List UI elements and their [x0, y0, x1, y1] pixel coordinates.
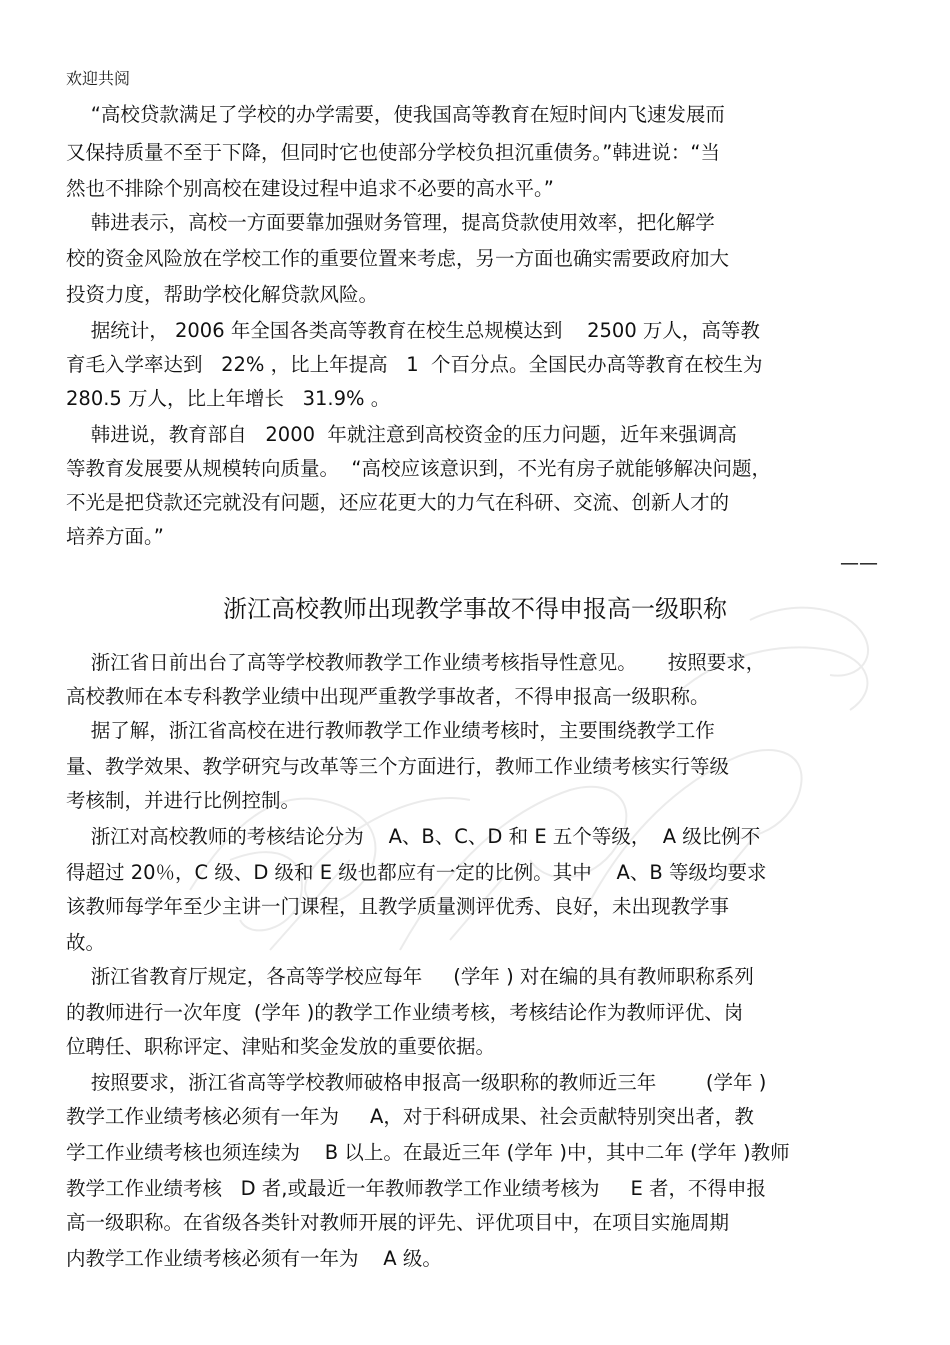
article-title: 浙江高校教师出现教学事故不得申报高一级职称	[223, 595, 727, 623]
article1-line: 等教育发展要从规模转向质量。 “高校应该意识到，不光有房子就能够解决问题，	[66, 457, 771, 480]
article1-line: “高校贷款满足了学校的办学需要，使我国高等教育在短时间内飞速发展而	[66, 103, 725, 126]
article1-line: 校的资金风险放在学校工作的重要位置来考虑，另一方面也确实需要政府加大	[66, 247, 730, 270]
separator-dash: ——	[840, 552, 878, 574]
article2-line: 的教师进行一次年度 (学年 )的教学工作业绩考核，考核结论作为教师评优、岗	[66, 1001, 744, 1024]
article2-line: 浙江对高校教师的考核结论分为 A、B、C、D 和 E 五个等级， A 级比例不	[66, 825, 761, 848]
article2-line: 故。	[66, 931, 106, 954]
article1-line: 不光是把贷款还完就没有问题，还应花更大的力气在科研、交流、创新人才的	[66, 491, 730, 514]
article2-line: 内教学工作业绩考核必须有一年为 A 级。	[66, 1247, 442, 1270]
article1-line: 投资力度，帮助学校化解贷款风险。	[66, 283, 379, 306]
article2-line: 浙江省日前出台了高等学校教师教学工作业绩考核指导性意见。 按照要求，	[66, 651, 766, 674]
article1-line: 据统计， 2006 年全国各类高等教育在校生总规模达到 2500 万人，高等教	[66, 319, 760, 342]
article1-line: 韩进表示，高校一方面要靠加强财务管理，提高贷款使用效率，把化解学	[66, 211, 715, 234]
article2-line: 位聘任、职称评定、津贴和奖金发放的重要依据。	[66, 1035, 496, 1058]
article2-line: 学工作业绩考核也须连续为 B 以上。在最近三年 (学年 )中，其中二年 (学年 )教师	[66, 1141, 790, 1164]
article2-line: 该教师每学年至少主讲一门课程，且教学质量测评优秀、良好，未出现教学事	[66, 895, 730, 918]
article2-line: 按照要求，浙江省高等学校教师破格申报高一级职称的教师近三年 (学年 )	[66, 1071, 767, 1094]
article1-line: 280.5 万人，比上年增长 31.9% 。	[66, 387, 391, 410]
article2-line: 考核制，并进行比例控制。	[66, 789, 301, 812]
header-label: 欢迎共阅	[66, 69, 131, 88]
article2-line: 教学工作业绩考核必须有一年为 A，对于科研成果、社会贡献特别突出者，教	[66, 1105, 754, 1128]
article2-line: 高校教师在本专科教学业绩中出现严重教学事故者，不得申报高一级职称。	[66, 685, 710, 708]
article2-line: 高一级职称。在省级各类针对教师开展的评先、评优项目中，在项目实施周期	[66, 1211, 730, 1234]
article1-line: 育毛入学率达到 22% ，比上年提高 1 个百分点。全国民办高等教育在校生为	[66, 353, 763, 376]
article2-line: 教学工作业绩考核 D 者,或最近一年教师教学工作业绩考核为 E 者，不得申报	[66, 1177, 767, 1200]
article2-line: 得超过 20％，C 级、D 级和 E 级也都应有一定的比例。其中 A、B 等级均要求	[66, 861, 767, 884]
article2-line: 据了解，浙江省高校在进行教师教学工作业绩考核时，主要围绕教学工作	[66, 719, 715, 742]
article1-line: 韩进说，教育部自 2000 年就注意到高校资金的压力问题，近年来强调高	[66, 423, 737, 446]
article2-line: 浙江省教育厅规定，各高等学校应每年 (学年 ) 对在编的具有教师职称系列	[66, 965, 754, 988]
article1-line: 又保持质量不至于下降，但同时它也使部分学校负担沉重债务。”韩进说：“当	[66, 141, 720, 164]
article1-line: 然也不排除个别高校在建设过程中追求不必要的高水平。”	[66, 177, 554, 200]
article2-line: 量、教学效果、教学研究与改革等三个方面进行，教师工作业绩考核实行等级	[66, 755, 730, 778]
article1-line: 培养方面。”	[66, 525, 164, 548]
